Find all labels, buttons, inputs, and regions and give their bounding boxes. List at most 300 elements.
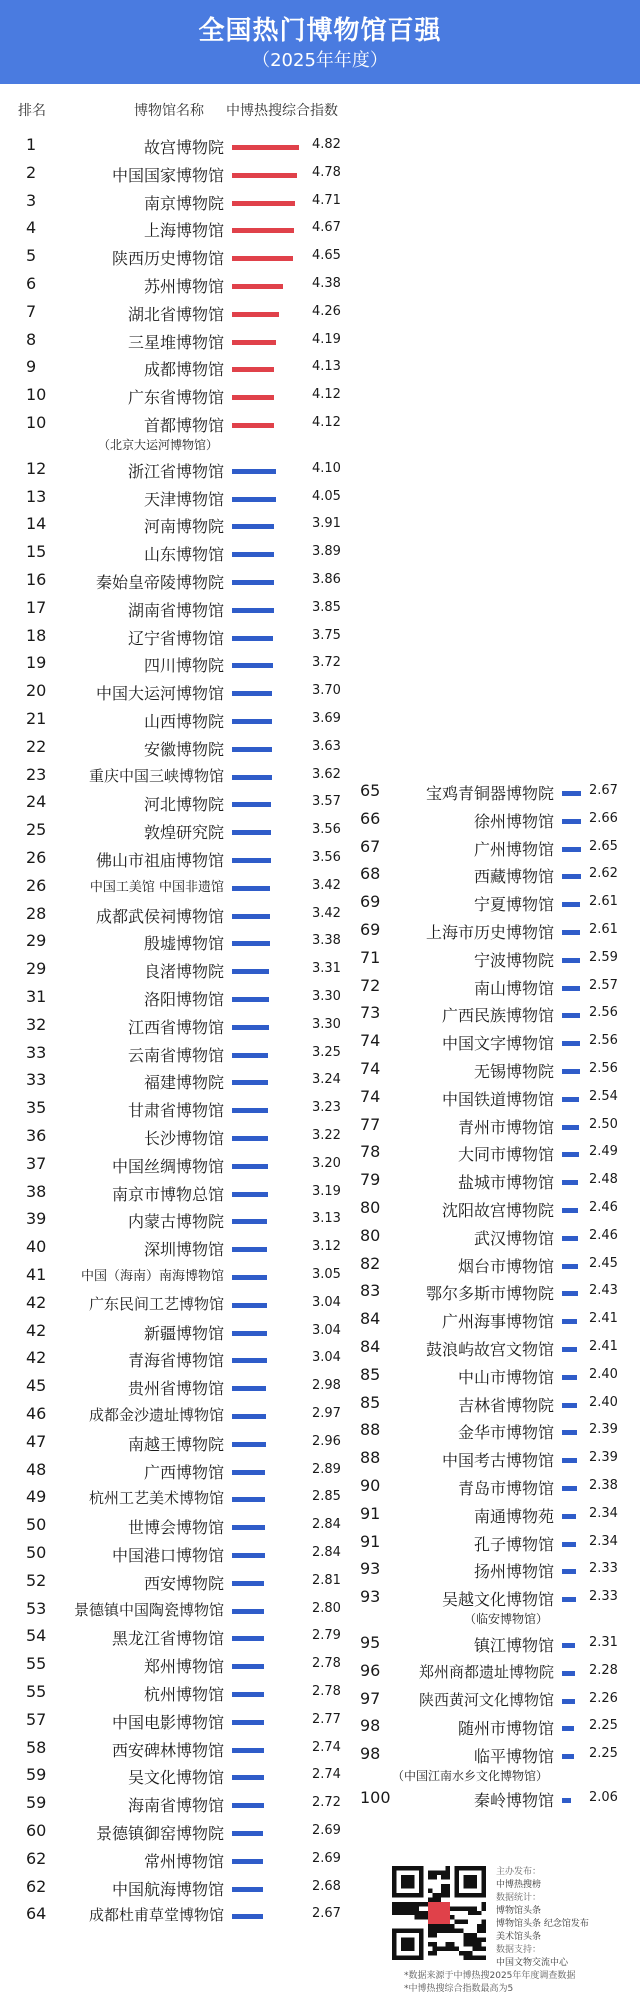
museum-row — [0, 215, 640, 243]
museum-name: 西安博物院 — [143, 1573, 224, 1593]
index-value: 2.68 — [312, 1878, 341, 1894]
index-bar — [562, 1458, 577, 1463]
index-value: 2.96 — [312, 1433, 341, 1449]
museum-name: 海南省博物馆 — [127, 1796, 224, 1816]
museum-name: 大同市博物馆 — [457, 1145, 554, 1165]
index-bar — [232, 1859, 263, 1864]
index-bar — [562, 1319, 577, 1324]
index-value: 2.84 — [312, 1517, 341, 1533]
museum-name: 徐州博物馆 — [473, 811, 554, 831]
rank-label: 7 — [26, 301, 37, 321]
index-value: 2.78 — [312, 1656, 341, 1672]
index-value: 3.75 — [312, 627, 341, 643]
rank-label: 74 — [360, 1086, 381, 1106]
rank-label: 46 — [26, 1404, 47, 1423]
index-value: 2.50 — [589, 1116, 618, 1132]
rank-label: 72 — [360, 975, 381, 995]
museum-name: 武汉博物馆 — [473, 1228, 554, 1248]
museum-name: 山西博物院 — [143, 712, 224, 731]
museum-name: 青岛市博物馆 — [457, 1479, 554, 1498]
rank-label: 10 — [26, 385, 47, 405]
index-bar — [562, 1291, 578, 1296]
museum-row — [0, 1278, 640, 1306]
credit-line: 数据支持： — [496, 1945, 542, 1955]
index-value: 2.49 — [589, 1144, 618, 1160]
rank-label: 25 — [26, 820, 47, 840]
museum-row — [0, 917, 640, 945]
index-bar — [562, 819, 581, 824]
index-value: 2.61 — [589, 922, 618, 937]
index-value: 2.97 — [312, 1406, 341, 1421]
rank-label: 97 — [360, 1688, 381, 1708]
index-value: 3.19 — [312, 1183, 341, 1199]
museum-row — [0, 456, 640, 484]
rank-label: 54 — [26, 1626, 47, 1646]
museum-name: 河北博物院 — [143, 795, 224, 815]
rank-label: 10 — [26, 413, 47, 432]
rank-label: 62 — [26, 1876, 47, 1896]
museum-name: 杭州工艺美术博物馆 — [88, 1489, 224, 1508]
museum-name: 长沙博物馆 — [143, 1129, 224, 1148]
index-bar — [562, 1180, 578, 1185]
rank-label: 38 — [26, 1181, 47, 1201]
museum-name: 吴越文化博物馆 — [441, 1590, 554, 1610]
index-value: 3.70 — [312, 683, 341, 699]
index-bar — [232, 1887, 263, 1892]
index-value: 3.20 — [312, 1155, 341, 1171]
index-bar — [562, 1347, 577, 1352]
index-bar — [562, 1671, 575, 1676]
index-bar — [232, 423, 274, 428]
rank-label: 13 — [26, 486, 47, 506]
museum-name: 安徽博物院 — [143, 739, 224, 759]
index-value: 2.45 — [589, 1255, 618, 1271]
museum-name: 吉林省博物院 — [457, 1395, 554, 1415]
index-value: 2.98 — [312, 1378, 341, 1394]
museum-name: 故宫博物院 — [143, 138, 224, 157]
rank-label: 32 — [26, 1014, 47, 1034]
museum-name: 中山市博物馆 — [457, 1367, 554, 1387]
index-value: 2.06 — [589, 1790, 618, 1805]
index-value: 2.43 — [589, 1283, 618, 1299]
index-value: 2.69 — [312, 1823, 341, 1838]
index-bar — [562, 1486, 577, 1491]
museum-row — [0, 1556, 640, 1584]
museum-name: 鼓浪屿故宫文物馆 — [425, 1340, 554, 1359]
index-value: 4.13 — [312, 359, 341, 375]
index-bar — [232, 636, 273, 641]
index-value: 2.39 — [589, 1450, 618, 1466]
index-value: 2.31 — [589, 1635, 618, 1650]
museum-name: 金华市博物馆 — [457, 1423, 554, 1443]
museum-subname: （临安博物馆） — [463, 1612, 548, 1627]
index-bar — [232, 747, 272, 752]
museum-row — [0, 778, 640, 806]
rank-label: 39 — [26, 1209, 47, 1229]
index-value: 2.46 — [589, 1200, 618, 1215]
index-bar — [562, 1152, 579, 1157]
index-value: 2.74 — [312, 1767, 341, 1783]
rank-label: 41 — [26, 1265, 47, 1284]
index-bar — [232, 580, 274, 585]
rank-label: 49 — [26, 1487, 47, 1507]
index-value: 4.12 — [312, 387, 341, 403]
museum-name: 南山博物馆 — [473, 978, 554, 998]
museum-name: 中国电影博物馆 — [111, 1712, 224, 1732]
index-value: 4.78 — [312, 164, 341, 180]
rank-label: 68 — [360, 864, 381, 884]
index-bar — [562, 1041, 580, 1046]
index-bar — [232, 201, 295, 206]
index-value: 2.77 — [312, 1711, 341, 1727]
museum-row — [0, 1445, 640, 1473]
museum-name: 成都金沙遗址博物馆 — [88, 1406, 224, 1424]
index-value: 3.22 — [312, 1128, 341, 1143]
index-value: 2.48 — [589, 1172, 618, 1188]
rank-label: 93 — [360, 1587, 381, 1607]
name-column-header: 博物馆名称 — [134, 103, 204, 119]
rank-label: 85 — [360, 1364, 381, 1384]
museum-name: 中国考古博物馆 — [441, 1451, 554, 1471]
rank-label: 88 — [360, 1420, 381, 1440]
museum-row — [0, 1818, 640, 1846]
index-value: 4.82 — [312, 137, 341, 152]
rank-label: 98 — [360, 1716, 381, 1736]
rank-label: 22 — [26, 736, 47, 756]
rank-label: 84 — [360, 1337, 381, 1356]
index-bar — [562, 1430, 577, 1435]
museum-subname: （中国江南水乡文化博物馆） — [391, 1769, 548, 1784]
index-value: 3.89 — [312, 544, 341, 560]
rank-label: 59 — [26, 1793, 47, 1813]
museum-name: 中国丝绸博物馆 — [111, 1156, 224, 1176]
index-value: 2.66 — [589, 810, 618, 826]
credit-line: 数据统计： — [496, 1893, 542, 1903]
index-value: 3.69 — [312, 711, 341, 726]
museum-name: 秦始皇帝陵博物院 — [95, 573, 224, 592]
museum-row — [0, 734, 640, 762]
index-value: 3.04 — [312, 1294, 341, 1310]
index-value: 4.65 — [312, 248, 341, 264]
rank-label: 80 — [360, 1225, 381, 1245]
museum-name: 黑龙江省博物馆 — [111, 1629, 224, 1649]
rank-label: 85 — [360, 1392, 381, 1412]
index-value: 2.34 — [589, 1533, 618, 1549]
museum-row — [0, 1195, 640, 1223]
museum-name: 江西省博物馆 — [127, 1017, 224, 1037]
index-value: 3.42 — [312, 877, 341, 893]
museum-row — [0, 299, 640, 327]
museum-name: 宁波博物院 — [473, 950, 554, 970]
index-bar — [232, 367, 274, 372]
index-bar — [562, 1754, 574, 1759]
museum-name: 孔子博物馆 — [473, 1534, 554, 1554]
museum-row — [0, 539, 640, 567]
rank-label: 35 — [26, 1098, 47, 1118]
rank-label: 19 — [26, 653, 47, 673]
rank-label: 42 — [26, 1348, 47, 1368]
rank-label: 88 — [360, 1448, 381, 1468]
museum-name: 郑州商都遗址博物院 — [418, 1662, 554, 1681]
index-value: 2.26 — [589, 1690, 618, 1706]
rank-label: 98 — [360, 1744, 381, 1764]
index-value: 2.56 — [589, 1061, 618, 1076]
museum-name: 中国港口博物馆 — [111, 1546, 224, 1565]
museum-name: 重庆中国三峡博物馆 — [88, 766, 224, 785]
index-bar — [232, 395, 274, 400]
museum-name: 盐城市博物馆 — [457, 1173, 554, 1193]
index-bar — [562, 902, 580, 907]
index-bar — [562, 1403, 577, 1408]
index-value: 2.56 — [589, 1005, 618, 1021]
museum-row — [0, 243, 640, 271]
index-value: 3.56 — [312, 822, 341, 838]
index-bar — [562, 1236, 578, 1241]
rank-label: 36 — [26, 1126, 47, 1145]
museum-name: 随州市博物馆 — [457, 1719, 554, 1739]
index-value: 2.34 — [589, 1505, 618, 1521]
museum-row — [0, 889, 640, 917]
museum-row — [0, 410, 640, 452]
index-value: 2.25 — [589, 1718, 618, 1734]
rank-label: 17 — [26, 597, 47, 617]
museum-name: 镇江博物馆 — [473, 1636, 554, 1655]
museum-row — [0, 973, 640, 1001]
museum-name: 陕西黄河文化博物馆 — [418, 1690, 554, 1709]
museum-row — [0, 834, 640, 862]
museum-row — [0, 806, 640, 834]
index-value: 2.78 — [312, 1684, 341, 1699]
museum-name: 殷墟博物馆 — [143, 934, 224, 954]
index-value: 2.69 — [312, 1850, 341, 1866]
rank-label: 62 — [26, 1848, 47, 1868]
museum-name: 南通博物苑 — [473, 1506, 554, 1526]
rank-label: 58 — [26, 1737, 47, 1757]
museum-row — [0, 1028, 640, 1056]
museum-name: 湖南省博物馆 — [127, 600, 224, 620]
museum-name: 浙江省博物馆 — [127, 461, 224, 481]
museum-name: 中国铁道博物馆 — [441, 1089, 554, 1109]
rank-label: 67 — [360, 836, 381, 856]
museum-row — [0, 1112, 640, 1140]
rank-label: 52 — [26, 1570, 47, 1590]
museum-row — [0, 511, 640, 539]
footnote-max: *中博热搜综合指数最高为5 — [404, 1984, 514, 1994]
index-bar — [562, 1726, 574, 1731]
rank-label: 20 — [26, 681, 47, 701]
index-value: 4.38 — [312, 276, 341, 291]
credit-line: 中博热搜榜 — [496, 1880, 542, 1890]
credits — [496, 1866, 636, 1970]
museum-name: 良渚博物院 — [143, 962, 224, 982]
index-bar — [562, 1125, 579, 1130]
rank-label: 64 — [26, 1904, 47, 1924]
museum-row — [0, 1362, 640, 1390]
museum-name: 苏州博物馆 — [143, 277, 224, 296]
index-value: 4.05 — [312, 488, 341, 504]
index-bar — [232, 284, 283, 289]
museum-name: 宝鸡青铜器博物院 — [425, 784, 554, 803]
rank-label: 45 — [26, 1376, 47, 1396]
museum-name: 云南省博物馆 — [127, 1045, 224, 1065]
index-bar — [232, 256, 293, 261]
museum-name: 烟台市博物馆 — [457, 1256, 554, 1276]
index-value: 3.56 — [312, 850, 341, 865]
rank-label: 100 — [360, 1788, 391, 1807]
rank-label: 50 — [26, 1515, 47, 1535]
rank-label: 18 — [26, 625, 47, 645]
index-value: 4.67 — [312, 220, 341, 236]
index-bar — [562, 1699, 575, 1704]
museum-name: 广西民族博物馆 — [441, 1006, 554, 1026]
rank-label: 29 — [26, 959, 47, 979]
rank-label: 79 — [360, 1170, 381, 1190]
rank-label: 37 — [26, 1153, 47, 1173]
index-bar — [232, 552, 274, 557]
museum-name: 四川博物院 — [143, 656, 224, 676]
rank-label: 71 — [360, 947, 381, 967]
museum-name: 首都博物馆 — [143, 416, 224, 435]
museum-name: 常州博物馆 — [143, 1851, 224, 1871]
rank-label: 23 — [26, 764, 47, 784]
museum-name: 河南博物院 — [143, 517, 224, 537]
rank-label: 15 — [26, 542, 47, 562]
museum-name: 青州市博物馆 — [457, 1117, 554, 1137]
museum-name: 杭州博物馆 — [143, 1685, 224, 1704]
museum-row — [0, 945, 640, 973]
rank-label: 55 — [26, 1682, 47, 1701]
index-value: 4.10 — [312, 460, 341, 476]
museum-row — [0, 1306, 640, 1334]
rank-label: 16 — [26, 570, 47, 589]
museum-name: 深圳博物馆 — [143, 1240, 224, 1260]
museum-name: 成都武侯祠博物馆 — [95, 906, 224, 926]
rank-label: 90 — [360, 1476, 381, 1495]
index-value: 3.63 — [312, 738, 341, 754]
credit-line: 美术馆头条 — [496, 1932, 542, 1942]
index-value: 2.72 — [312, 1795, 341, 1811]
rank-label: 33 — [26, 1070, 47, 1090]
rank-label: 57 — [26, 1709, 47, 1729]
rank-label: 65 — [360, 781, 381, 800]
rank-label: 14 — [26, 514, 47, 534]
index-bar — [232, 1775, 264, 1780]
index-value: 2.41 — [589, 1339, 618, 1354]
index-value: 2.61 — [589, 894, 618, 910]
museum-name: 三星堆博物馆 — [127, 332, 224, 352]
index-bar — [562, 1569, 576, 1574]
museum-row — [0, 1000, 640, 1028]
index-bar — [232, 524, 274, 529]
index-bar — [562, 847, 581, 852]
rank-label: 91 — [360, 1503, 381, 1523]
rank-label: 3 — [26, 190, 37, 210]
museum-row — [0, 1084, 640, 1112]
index-bar — [562, 1798, 571, 1803]
index-value: 2.56 — [589, 1033, 618, 1049]
museum-name: 吴文化博物馆 — [127, 1768, 224, 1788]
index-value: 2.57 — [589, 977, 618, 993]
museum-name: 广西博物馆 — [143, 1462, 224, 1482]
rank-label: 69 — [360, 920, 381, 939]
museum-row — [0, 1529, 640, 1557]
museum-name: 山东博物馆 — [143, 545, 224, 565]
rank-label: 53 — [26, 1598, 47, 1618]
rank-label: 24 — [26, 792, 47, 812]
museum-name: 南越王博物院 — [127, 1434, 224, 1454]
museum-row — [0, 382, 640, 410]
rank-label: 26 — [26, 875, 47, 895]
credit-line: 博物馆头条 — [496, 1906, 542, 1916]
museum-name: 湖北省博物馆 — [127, 304, 224, 324]
rank-label: 21 — [26, 709, 47, 728]
museum-name: 临平博物馆 — [473, 1747, 554, 1767]
rank-label: 48 — [26, 1459, 47, 1479]
museum-name: 景德镇御窑博物院 — [95, 1824, 224, 1843]
index-value: 3.23 — [312, 1100, 341, 1116]
rank-label: 55 — [26, 1654, 47, 1674]
index-value: 2.85 — [312, 1489, 341, 1505]
museum-name: 广东民间工艺博物馆 — [88, 1294, 224, 1313]
rank-label: 95 — [360, 1633, 381, 1652]
museum-name: 中国航海博物馆 — [111, 1879, 224, 1899]
museum-row — [0, 327, 640, 355]
museum-name: 中国国家博物馆 — [111, 165, 224, 185]
rank-label: 50 — [26, 1543, 47, 1562]
index-value: 2.84 — [312, 1545, 341, 1560]
museum-row — [0, 595, 640, 623]
index-value: 3.31 — [312, 961, 341, 977]
index-value: 2.25 — [589, 1746, 618, 1762]
index-bar — [562, 1013, 580, 1018]
index-value: 3.85 — [312, 599, 341, 615]
rank-label: 73 — [360, 1003, 381, 1023]
index-bar — [562, 1069, 580, 1074]
credit-line: 中国文物交流中心 — [496, 1958, 569, 1968]
index-value: 2.59 — [589, 949, 618, 965]
museum-row — [0, 1251, 640, 1279]
rank-label: 77 — [360, 1114, 381, 1134]
museum-name: 广州博物馆 — [473, 839, 554, 859]
qr-code-icon — [392, 1866, 486, 1960]
index-bar — [232, 1914, 263, 1919]
index-value: 3.38 — [312, 933, 341, 949]
index-bar — [562, 874, 581, 879]
museum-name: 贵州省博物馆 — [127, 1379, 224, 1399]
museum-name: 中国文字博物馆 — [441, 1034, 554, 1054]
museum-row — [0, 650, 640, 678]
index-bar — [232, 497, 276, 502]
index-value: 3.30 — [312, 989, 341, 1004]
rank-label: 84 — [360, 1309, 381, 1329]
museum-row — [0, 132, 640, 160]
museum-row — [0, 1056, 640, 1084]
index-value: 3.25 — [312, 1044, 341, 1060]
museum-row — [0, 1417, 640, 1445]
museum-name: 南京博物院 — [143, 193, 224, 213]
rank-label: 29 — [26, 931, 47, 951]
index-bar — [562, 930, 580, 935]
rank-label: 1 — [26, 135, 37, 154]
rank-label: 5 — [26, 246, 37, 266]
rank-label: 12 — [26, 458, 47, 478]
museum-name: 广州海事博物馆 — [441, 1312, 554, 1332]
museum-name: 广东省博物馆 — [127, 388, 224, 408]
museum-row — [0, 1584, 640, 1627]
credit-line: 主办发布： — [496, 1867, 542, 1877]
rank-label: 83 — [360, 1281, 381, 1301]
museum-subname: （北京大运河博物馆） — [97, 438, 218, 452]
